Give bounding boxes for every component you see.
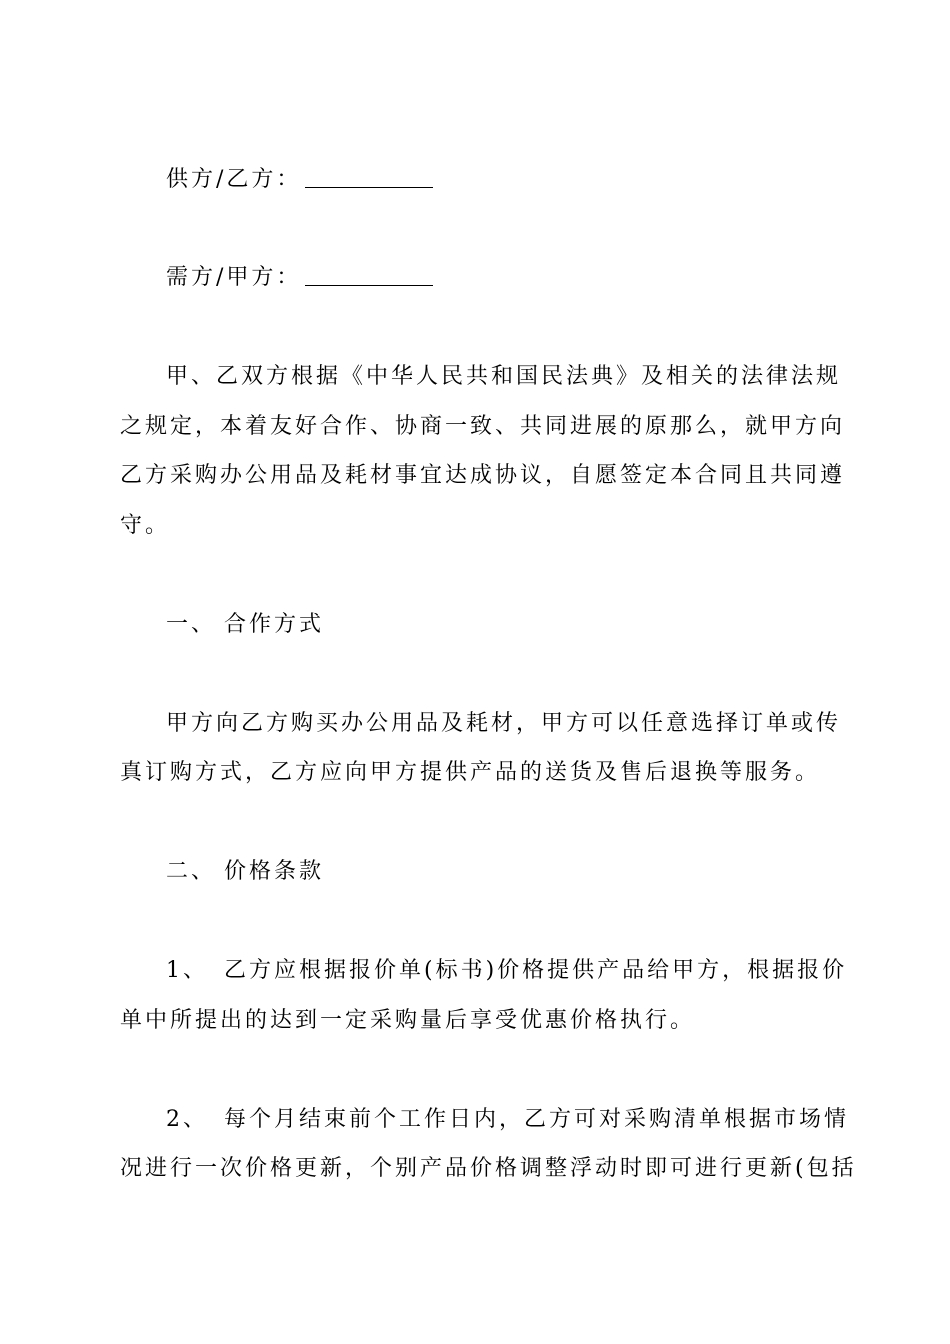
section1-title: 合作方式: [224, 612, 325, 637]
section1-number: 一、: [166, 612, 217, 637]
intro-line-1: 甲、乙双方根据《中华人民共和国民法典》及相关的法律法规: [166, 364, 842, 389]
section2-item2-line-2: 况进行一次价格更新，个别产品价格调整浮动时即可进行更新(包括: [120, 1156, 857, 1181]
intro-line-2: 之规定，本着友好合作、协商一致、共同进展的原那么，就甲方向: [120, 414, 846, 439]
supplier-blank[interactable]: [305, 167, 433, 188]
section2-item1-number: 1、: [166, 958, 208, 983]
section1-line-1: 甲方向乙方购买办公用品及耗材，甲方可以任意选择订单或传: [166, 711, 842, 736]
section1-line-2: 真订购方式，乙方应向甲方提供产品的送货及售后退换等服务。: [120, 760, 821, 785]
section2-item1-line-1: [166, 956, 848, 986]
section2-item1-text-1: 乙方应根据报价单(标书)价格提供产品给甲方，根据报价: [224, 958, 848, 983]
section2-item2-number: 2、: [166, 1107, 208, 1132]
section2-item1-line-2: 单中所提出的达到一定采购量后享受优惠价格执行。: [120, 1008, 696, 1033]
intro-line-4: 守。: [120, 513, 171, 538]
buyer-label: 需方/甲方：: [166, 265, 302, 290]
section2-item2-line-1: [166, 1105, 850, 1135]
section1-heading: [166, 610, 840, 640]
buyer-blank[interactable]: [305, 265, 433, 286]
section2-number: 二、: [166, 859, 217, 884]
supplier-label: 供方/乙方：: [166, 167, 302, 192]
section2-heading: [166, 857, 840, 887]
section2-title: 价格条款: [224, 859, 325, 884]
intro-line-3: 乙方采购办公用品及耗材事宜达成协议，自愿签定本合同且共同遵: [120, 463, 846, 488]
section2-item2-text-1: 每个月结束前个工作日内，乙方可对采购清单根据市场情: [224, 1107, 850, 1132]
buyer-line: [166, 263, 840, 293]
supplier-line: [166, 165, 840, 195]
